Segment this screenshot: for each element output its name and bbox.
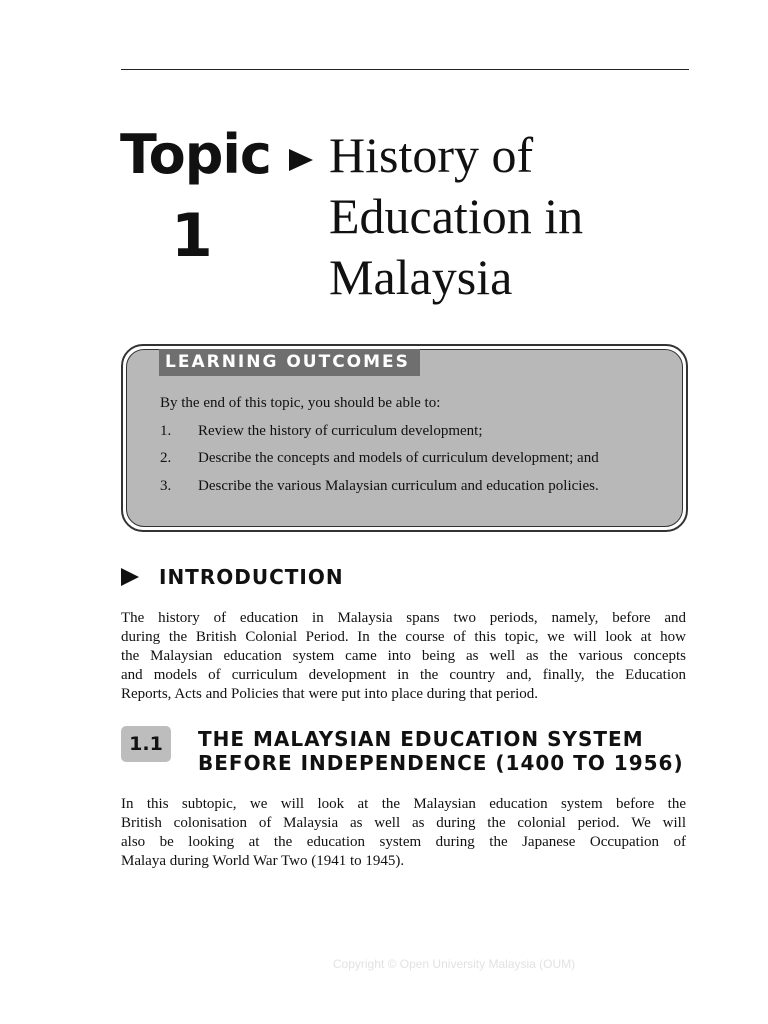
introduction-heading: INTRODUCTION — [159, 565, 344, 589]
paragraph-line: The history of education in Malaysia spans two periods, namely, before and — [121, 610, 686, 626]
item-text: Describe the various Malaysian curriculum and education policies. — [198, 478, 599, 494]
paragraph-line: during the British Colonial Period. In the course of this topic, we will look at how — [121, 629, 686, 645]
section-title — [198, 727, 684, 775]
learning-outcomes-intro: By the end of this topic, you should be able to: — [160, 395, 441, 411]
topic-label: Topic — [120, 123, 271, 186]
section-title-line: BEFORE INDEPENDENCE (1400 TO 1956) — [198, 751, 684, 775]
item-text: Review the history of curriculum development; — [198, 423, 483, 439]
item-number: 2. — [160, 450, 172, 466]
paragraph-line: Reports, Acts and Policies that were put into place during that period. — [121, 686, 538, 702]
section-number-badge: 1.1 — [121, 726, 171, 762]
learning-outcome-item — [160, 448, 599, 468]
section-paragraph — [121, 795, 686, 871]
paragraph-line: and models of curriculum development in the country and, finally, the Education — [121, 667, 686, 683]
title-line: Education in — [329, 188, 584, 244]
paragraph-line: In this subtopic, we will look at the Malaysian education system before the — [121, 796, 686, 812]
triangle-right-icon — [289, 149, 313, 171]
introduction-paragraph — [121, 609, 686, 704]
paragraph-line: also be looking at the education system during the Japanese Occupation of — [121, 834, 686, 850]
learning-outcome-item — [160, 421, 483, 441]
top-rule — [121, 69, 689, 70]
learning-outcome-item — [160, 476, 599, 496]
section-title-line: THE MALAYSIAN EDUCATION SYSTEM — [198, 727, 644, 751]
item-number: 1. — [160, 423, 172, 439]
paragraph-line: British colonisation of Malaysia as well as during the colonial period. We will — [121, 815, 686, 831]
item-text: Describe the concepts and models of curriculum development; and — [198, 450, 599, 466]
title-line: History of — [329, 127, 534, 183]
copyright-footer: Copyright © Open University Malaysia (OUM) — [332, 957, 576, 971]
item-number: 3. — [160, 478, 172, 494]
paragraph-line: the Malaysian education system came into being as well as the various concepts — [121, 648, 686, 664]
topic-title — [329, 125, 709, 308]
learning-outcomes-heading: LEARNING OUTCOMES — [159, 349, 420, 376]
title-line: Malaysia — [329, 249, 513, 305]
paragraph-line: Malaya during World War Two (1941 to 1945). — [121, 853, 405, 869]
topic-number: 1 — [171, 201, 213, 271]
triangle-right-icon — [121, 568, 139, 586]
